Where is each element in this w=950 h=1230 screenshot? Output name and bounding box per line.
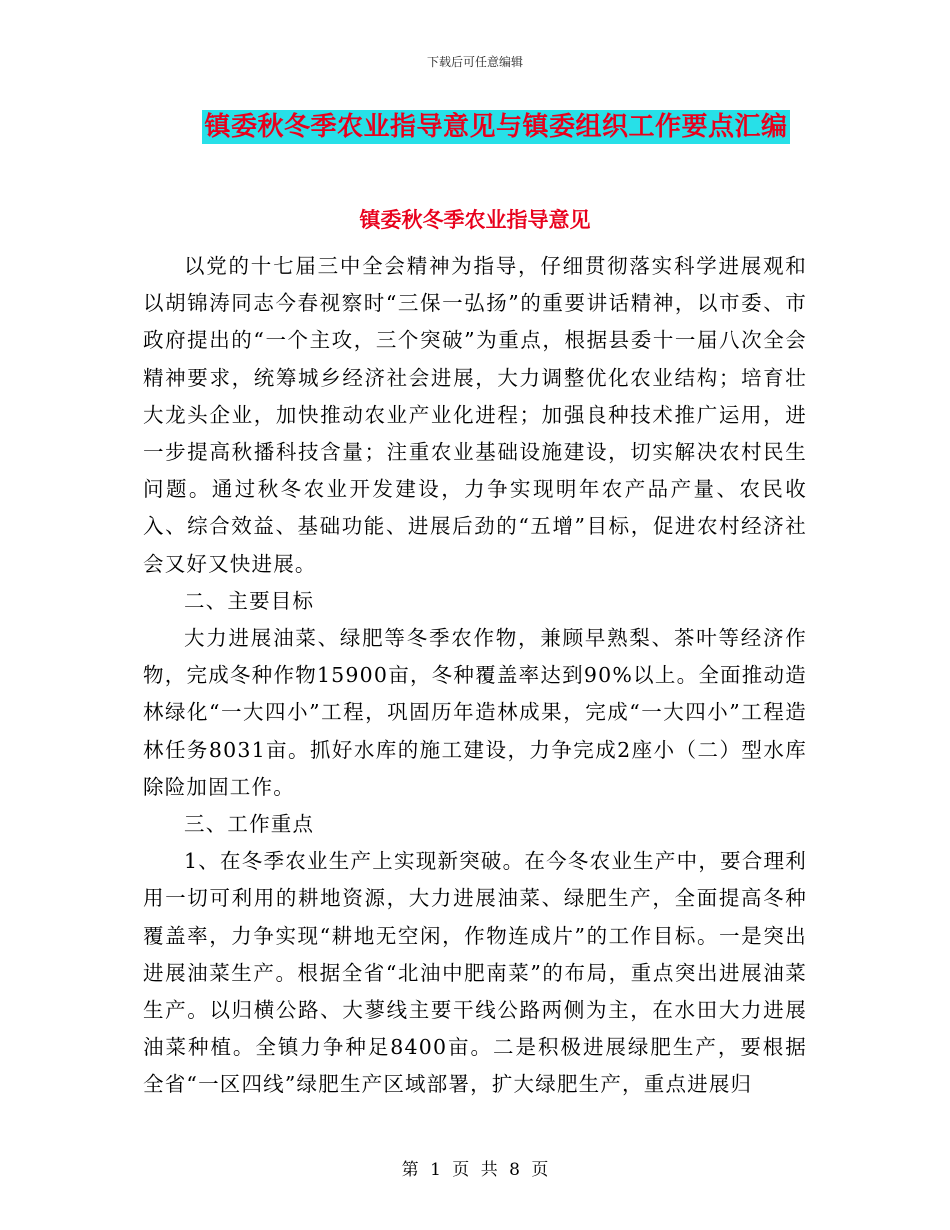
document-main-title: 镇委秋冬季农业指导意见与镇委组织工作要点汇编 — [204, 112, 788, 142]
paragraph-main-goals: 大力进展油菜、绿肥等冬季农作物，兼顾早熟梨、茶叶等经济作物，完成冬种作物15900亩，冬种覆盖率达到90%以上。全面推动造林绿化“一大四小”工程，巩固历年造林成果，完成“一大四小”工程造林任务8031亩。抓好水库的施工建设，力争完成2座小（二）型水库除险加固工作。 — [143, 626, 807, 799]
paragraph-intro: 以党的十七届三中全会精神为指导，仔细贯彻落实科学进展观和以胡锦涛同志今春视察时“三保一弘扬”的重要讲话精神，以市委、市政府提出的“一个主攻，三个突破”为重点，根据县委十一届八次全会精神要求，统筹城乡经济社会进展，大力调整优化农业结构；培育壮大龙头企业，加快推动农业产业化进程；加强良种技术推广运用，进一步提高秋播科技含量；注重农业基础设施建设，切实解决农村民生问题。通过秋冬农业开发建设，力争实现明年农产品产量、农民收入、综合效益、基础功能、进展后劲的“五增”目标，促进农村经济社会又好又快进展。 — [143, 254, 807, 576]
paragraph-work-focus-1: 1、在冬季农业生产上实现新突破。在今冬农业生产中，要合理利用一切可利用的耕地资源，大力进展油菜、绿肥生产，全面提高冬种覆盖率，力争实现“耕地无空闲，作物连成片”的工作目标。一是突出进展油菜生产。根据全省“北油中肥南菜”的布局，重点突出进展油菜生产。以归横公路、大蓼线主要干线公路两侧为主，在水田大力进展油菜种植。全镇力争种足8400亩。二是积极进展绿肥生产，要根据全省“一区四线”绿肥生产区域部署，扩大绿肥生产，重点进展归 — [143, 849, 807, 1097]
page-number-footer: 第 1 页 共 8 页 — [401, 1160, 549, 1180]
section-heading-main-goals: 二、主要目标 — [184, 588, 315, 613]
section-heading-work-focus: 三、工作重点 — [184, 812, 315, 837]
header-note: 下载后可任意编辑 — [426, 55, 523, 69]
document-sub-title: 镇委秋冬季农业指导意见 — [359, 207, 591, 232]
main-title-container — [0, 110, 950, 144]
document-body — [143, 248, 807, 1104]
